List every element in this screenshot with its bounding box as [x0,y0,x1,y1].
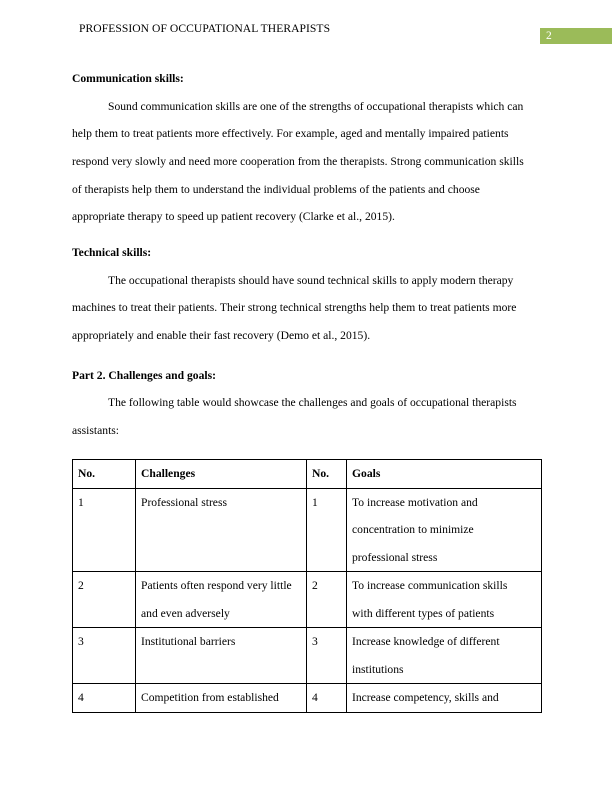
cell-line: Increase competency, skills and [352,691,499,704]
table-row [73,628,542,684]
paragraph-line: of therapists help them to understand the individual problems of the patients and choose [72,183,480,196]
cell-line: institutions [352,662,404,676]
cell-line: Patients often respond very little [141,579,292,592]
table-row [73,572,542,628]
paragraph-line: The occupational therapists should have sound technical skills to apply modern therapy [108,274,514,287]
table-row [73,488,542,572]
cell-line: concentration to minimize [352,523,474,536]
goal-number: 2 [307,572,347,628]
challenge-number: 4 [73,684,136,713]
challenge-cell [136,684,307,713]
cell-line: Institutional barriers [141,635,236,648]
paragraph-line: help them to treat patients more effectively. For example, aged and mentally impaired patients [72,127,509,140]
section-heading-communication: Communication skills: [72,72,184,85]
paragraph-line: appropriate therapy to speed up patient recovery (Clarke et al., 2015). [72,210,395,223]
paragraph-line: The following table would showcase the challenges and goals of occupational therapists [108,396,517,409]
cell-line: with different types of patients [352,606,495,620]
page-number-badge: 2 [540,28,612,44]
cell-line: professional stress [352,550,438,564]
challenge-cell [136,572,307,628]
column-header: Challenges [136,460,307,489]
section-heading-technical: Technical skills: [72,246,152,259]
paragraph-line: Sound communication skills are one of the strengths of occupational therapists which can [108,100,524,113]
challenge-cell [136,628,307,684]
cell-line: To increase communication skills [352,579,508,592]
cell-line: Professional stress [141,495,227,509]
table-header-row [73,460,542,489]
cell-line: Competition from established [141,691,279,704]
goal-number: 3 [307,628,347,684]
table-row [73,684,542,713]
challenge-number: 1 [73,488,136,572]
section-heading-part2: Part 2. Challenges and goals: [72,369,216,382]
cell-line: Increase knowledge of different [352,635,500,648]
running-header: PROFESSION OF OCCUPATIONAL THERAPISTS [79,22,331,35]
goal-cell [347,684,542,713]
cell-line: and even adversely [141,606,230,620]
cell-line: To increase motivation and [352,495,478,509]
paragraph-line: machines to treat their patients. Their strong technical strengths help them to treat patients more [72,301,517,314]
goal-number: 1 [307,488,347,572]
goal-number: 4 [307,684,347,713]
column-header: Goals [347,460,542,489]
challenge-number: 3 [73,628,136,684]
challenges-goals-table [72,459,542,713]
column-header: No. [307,460,347,489]
goal-cell [347,488,542,572]
column-header: No. [73,460,136,489]
paragraph-line: respond very slowly and need more cooperation from the therapists. Strong communication skills [72,155,524,168]
goal-cell [347,572,542,628]
paragraph-line: appropriately and enable their fast recovery (Demo et al., 2015). [72,329,371,342]
challenge-number: 2 [73,572,136,628]
paragraph-line: assistants: [72,424,120,437]
challenge-cell [136,488,307,572]
goal-cell [347,628,542,684]
